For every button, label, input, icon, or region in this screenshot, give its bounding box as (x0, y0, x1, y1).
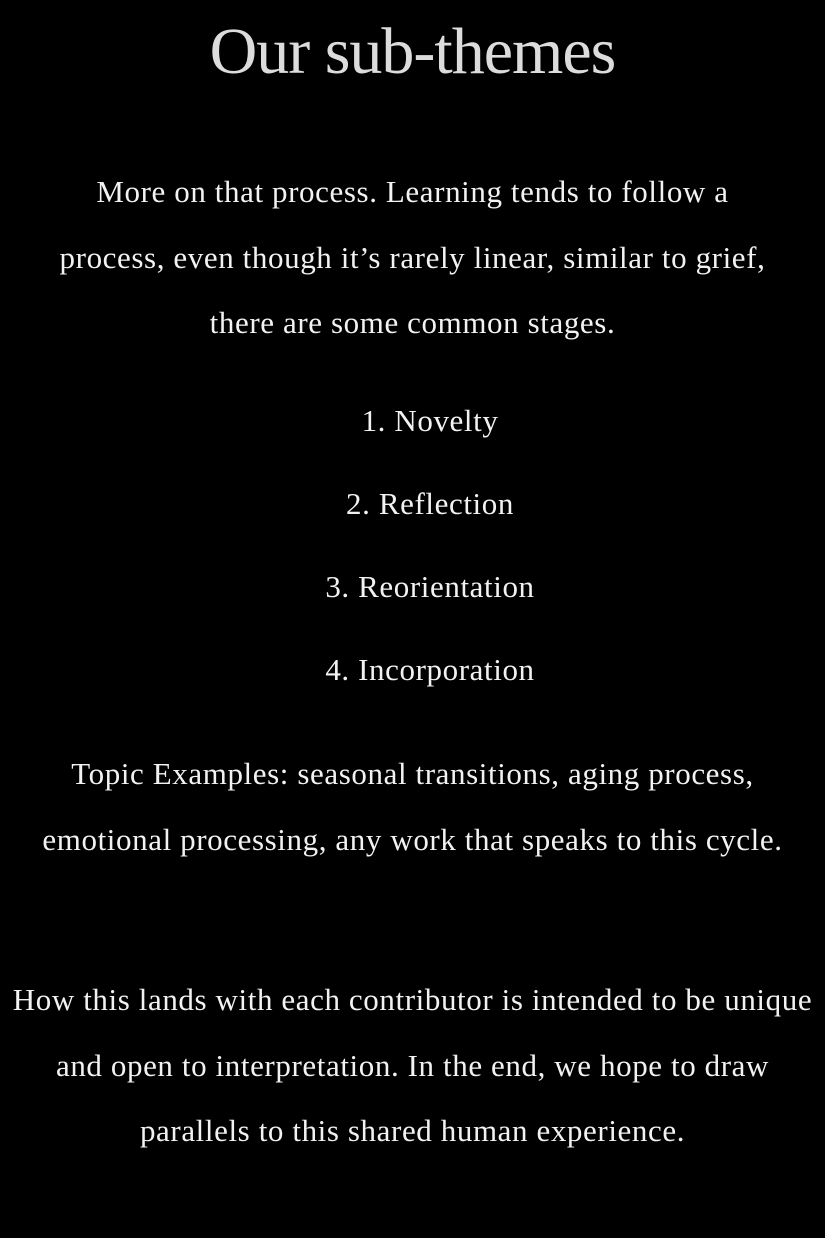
page-title: Our sub-themes (209, 15, 616, 88)
stage-item-reflection: 2. Reflection (346, 486, 514, 521)
stage-item-novelty: 1. Novelty (361, 403, 499, 438)
stage-item-incorporation: 4. Incorporation (325, 652, 535, 687)
intro-paragraph: More on that process. Learning tends to follow a process, even though it’s rarely linear, similar to grief, there are some common stages. (59, 174, 766, 340)
topic-examples-paragraph: Topic Examples: seasonal transitions, aging process, emotional processing, any work that speaks to this cycle. (42, 756, 783, 857)
closing-paragraph: How this lands with each contributor is intended to be unique and open to interpretation. In the end, we hope to draw parallels to this shared human experience. (12, 982, 813, 1148)
stage-item-reorientation: 3. Reorientation (325, 569, 535, 604)
